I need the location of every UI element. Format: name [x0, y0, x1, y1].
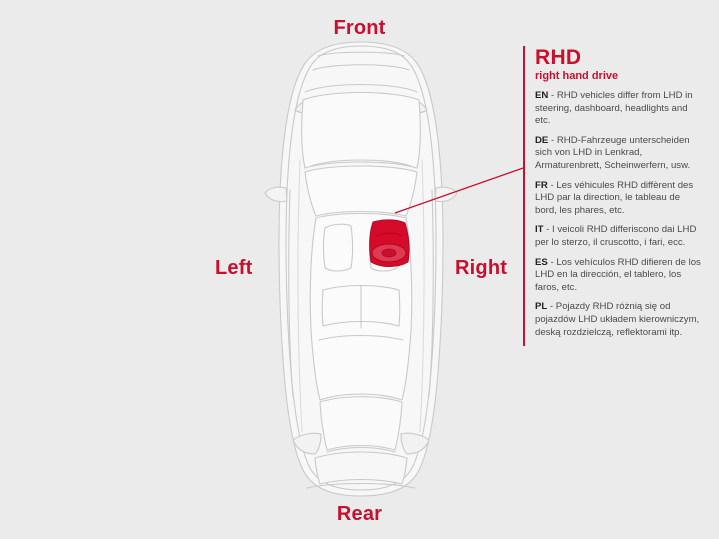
orientation-label-rear-text: Rear: [336, 503, 383, 525]
callout-text-it: - I veicoli RHD differiscono dai LHD per lo sterzo, il cruscotto, i fari, ecc.: [535, 224, 697, 248]
callout-text-de: - RHD-Fahrzeuge unterscheiden sich von LHD in Lenkrad, Armaturenbrett, Scheinwerfern, usw.: [535, 134, 691, 171]
callout-item-es: [535, 257, 701, 295]
orientation-label-front-text: Front: [333, 17, 386, 39]
callout-text-fr: - Les véhicules RHD diffèrent des LHD par la direction, le tableau de bord, les phares, etc.: [535, 179, 694, 216]
callout-lang-pl: PL: [535, 301, 548, 313]
rhd-callout-panel: [523, 46, 701, 346]
rhd-driver-area-highlight: [370, 220, 409, 267]
car-windshield: [305, 166, 417, 216]
callout-item-de: [535, 135, 701, 173]
callout-lang-it: IT: [535, 224, 544, 236]
callout-item-fr: [535, 180, 701, 218]
callout-text-en: - RHD vehicles differ from LHD in steering, dashboard, headlights and etc.: [535, 90, 693, 127]
orientation-label-right: Right: [455, 257, 508, 279]
callout-text-es: - Los vehículos RHD difieren de los LHD en la dirección, el tablero, los faros, etc.: [535, 256, 701, 293]
callout-lang-de: DE: [535, 134, 549, 146]
car-top-view-illustration: [243, 40, 479, 500]
callout-text-pl: - Pojazdy RHD różnią się od pojazdów LHD układem kierowniczym, deską rozdzielczą, reflektorami itp.: [535, 301, 700, 338]
callout-lang-es: ES: [535, 256, 548, 268]
orientation-label-left: Left: [215, 257, 253, 279]
callout-title: RHD: [535, 46, 582, 69]
callout-lang-fr: FR: [535, 179, 548, 191]
callout-item-en: [535, 90, 701, 128]
orientation-label-front: [0, 17, 719, 40]
callout-subtitle: right hand drive: [535, 70, 619, 82]
orientation-label-rear: [0, 503, 719, 526]
callout-item-pl: [535, 301, 701, 339]
callout-lang-en: EN: [535, 90, 549, 101]
callout-item-it: [535, 224, 701, 249]
